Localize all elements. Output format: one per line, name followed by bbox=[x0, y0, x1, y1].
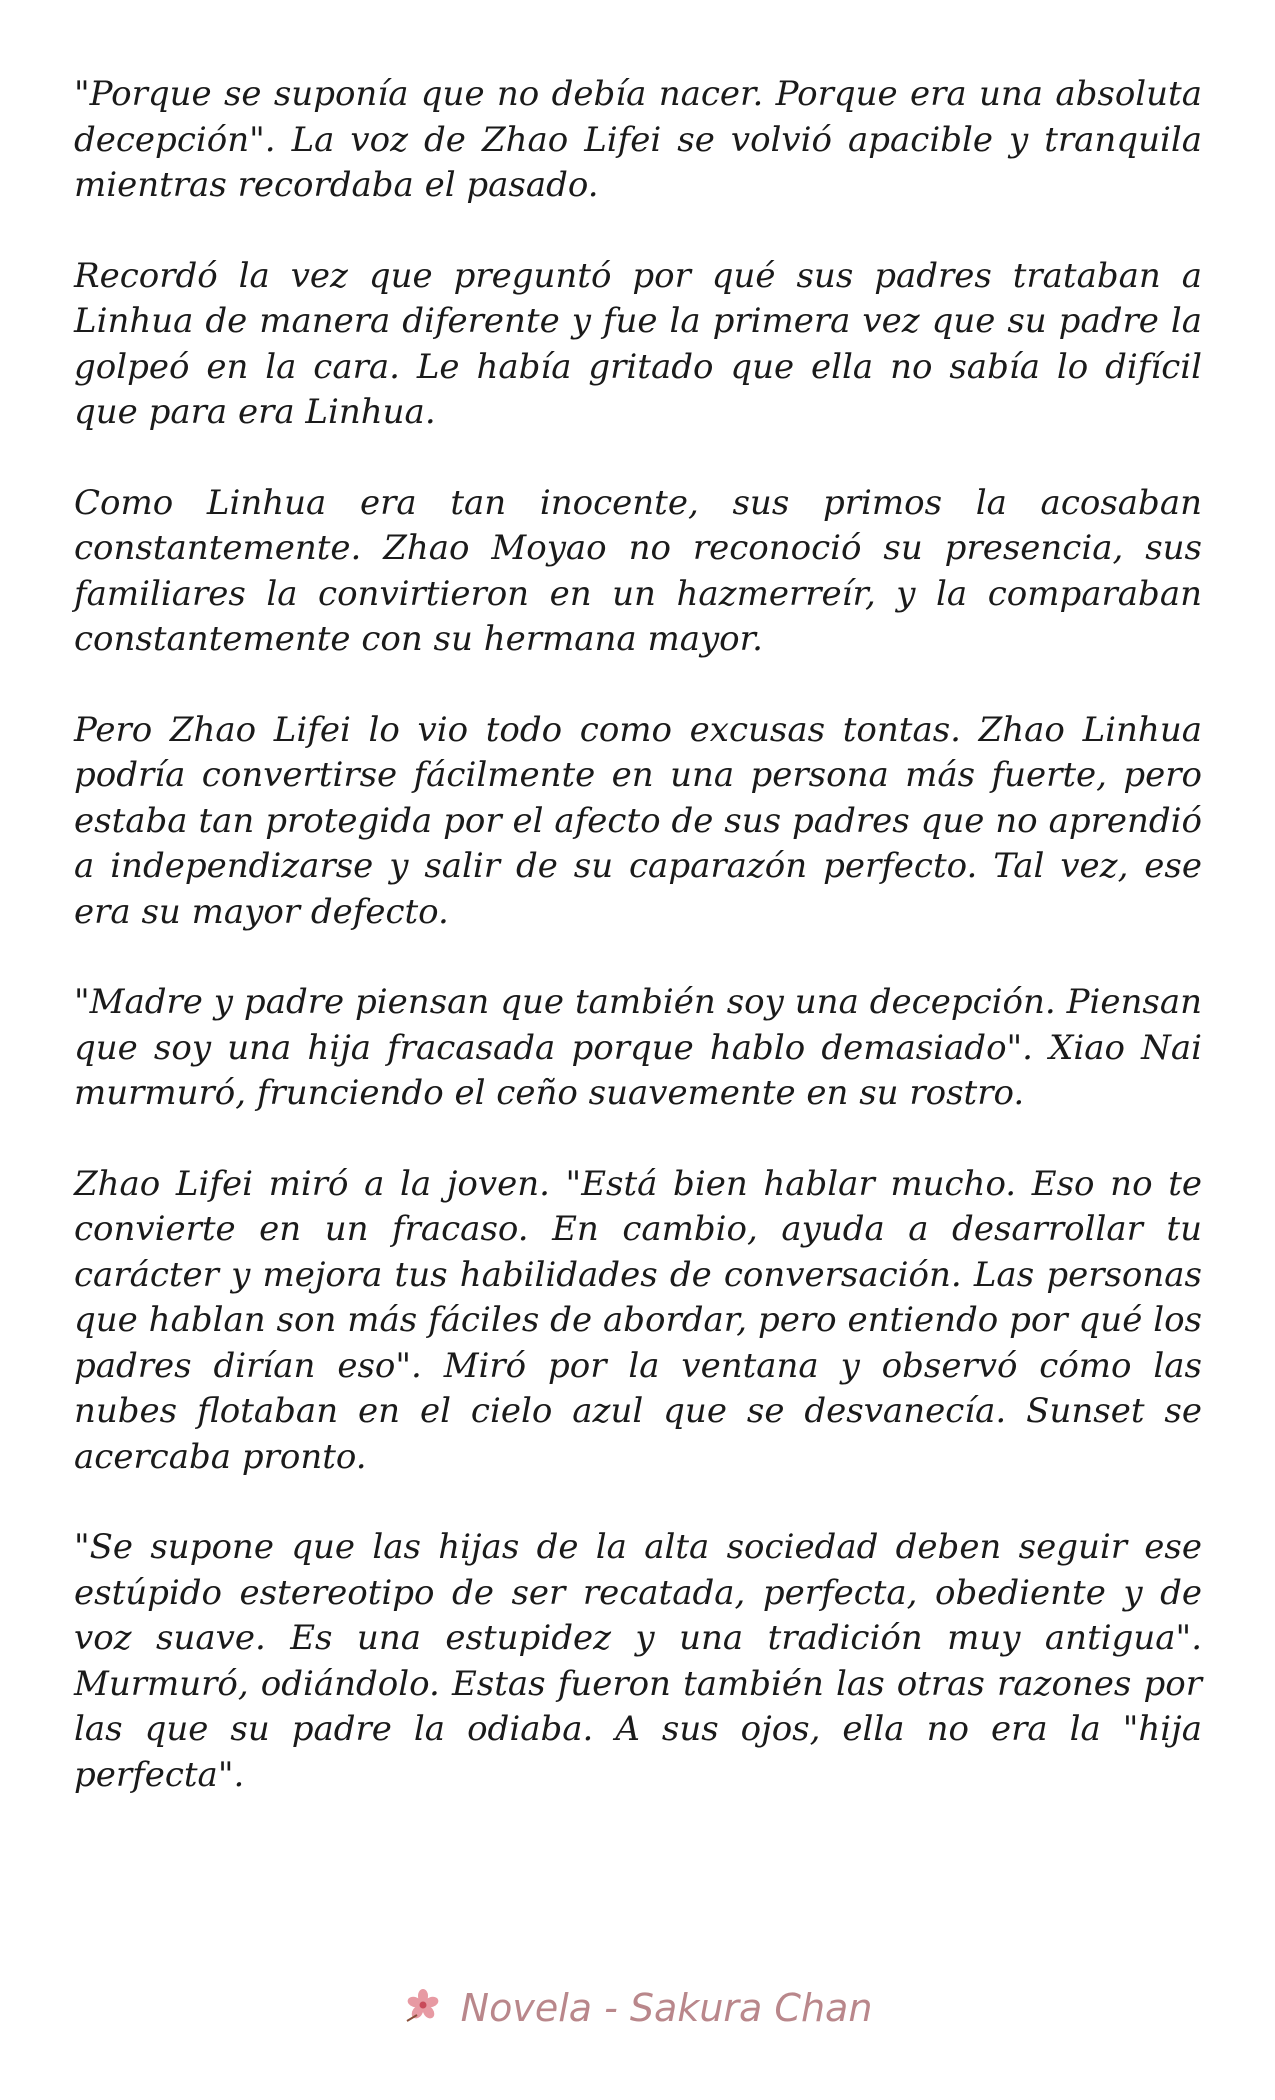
paragraph-7: "Se supone que las hijas de la alta sociedad deben seguir ese estúpido estereotipo de ser recatada, perfecta, obediente y de voz suave. Es una estupidez y una tradición muy antigua". Murmuró, odiándolo. Estas fueron también las otras razones por las que su padre la odiaba. A sus ojos, ella no era la "hija perfecta". bbox=[74, 1527, 1202, 1795]
paragraph-4: Pero Zhao Lifei lo vio todo como excusas tontas. Zhao Linhua podría convertirse fácilmente en una persona más fuerte, pero estaba tan protegida por el afecto de sus padres que no aprendió a independizarse y salir de su caparazón perfecto. Tal vez, ese era su mayor defecto. bbox=[74, 709, 1202, 932]
watermark-footer bbox=[0, 1985, 1275, 2030]
sakura-flower-icon bbox=[403, 1985, 443, 2025]
document-body bbox=[74, 72, 1202, 1843]
paragraph-1: "Porque se suponía que no debía nacer. Porque era una absoluta decepción". La voz de Zhao Lifei se volvió apacible y tranquila mientras recordaba el pasado. bbox=[74, 74, 1202, 205]
footer-text: Novela - Sakura Chan bbox=[460, 1986, 873, 2030]
paragraph-2: Recordó la vez que preguntó por qué sus padres trataban a Linhua de manera diferente y fue la primera vez que su padre la golpeó en la cara. Le había gritado que ella no sabía lo difícil que para era Linhua. bbox=[74, 255, 1202, 432]
paragraph-6: Zhao Lifei miró a la joven. "Está bien hablar mucho. Eso no te convierte en un fracaso. En cambio, ayuda a desarrollar tu carácter y mejora tus habilidades de conversación. Las personas que hablan son más fáciles de abordar, pero entiendo por qué los padres dirían eso". Miró por la ventana y observó cómo las nubes flotaban en el cielo azul que se desvanecía. Sunset se acercaba pronto. bbox=[74, 1163, 1202, 1477]
paragraph-5: "Madre y padre piensan que también soy una decepción. Piensan que soy una hija fracasada porque hablo demasiado". Xiao Nai murmuró, frunciendo el ceño suavemente en su rostro. bbox=[74, 982, 1202, 1113]
paragraph-3: Como Linhua era tan inocente, sus primos la acosaban constantemente. Zhao Moyao no reconoció su presencia, sus familiares la convirtieron en un hazmerreír, y la comparaban constantemente con su hermana mayor. bbox=[74, 482, 1202, 659]
